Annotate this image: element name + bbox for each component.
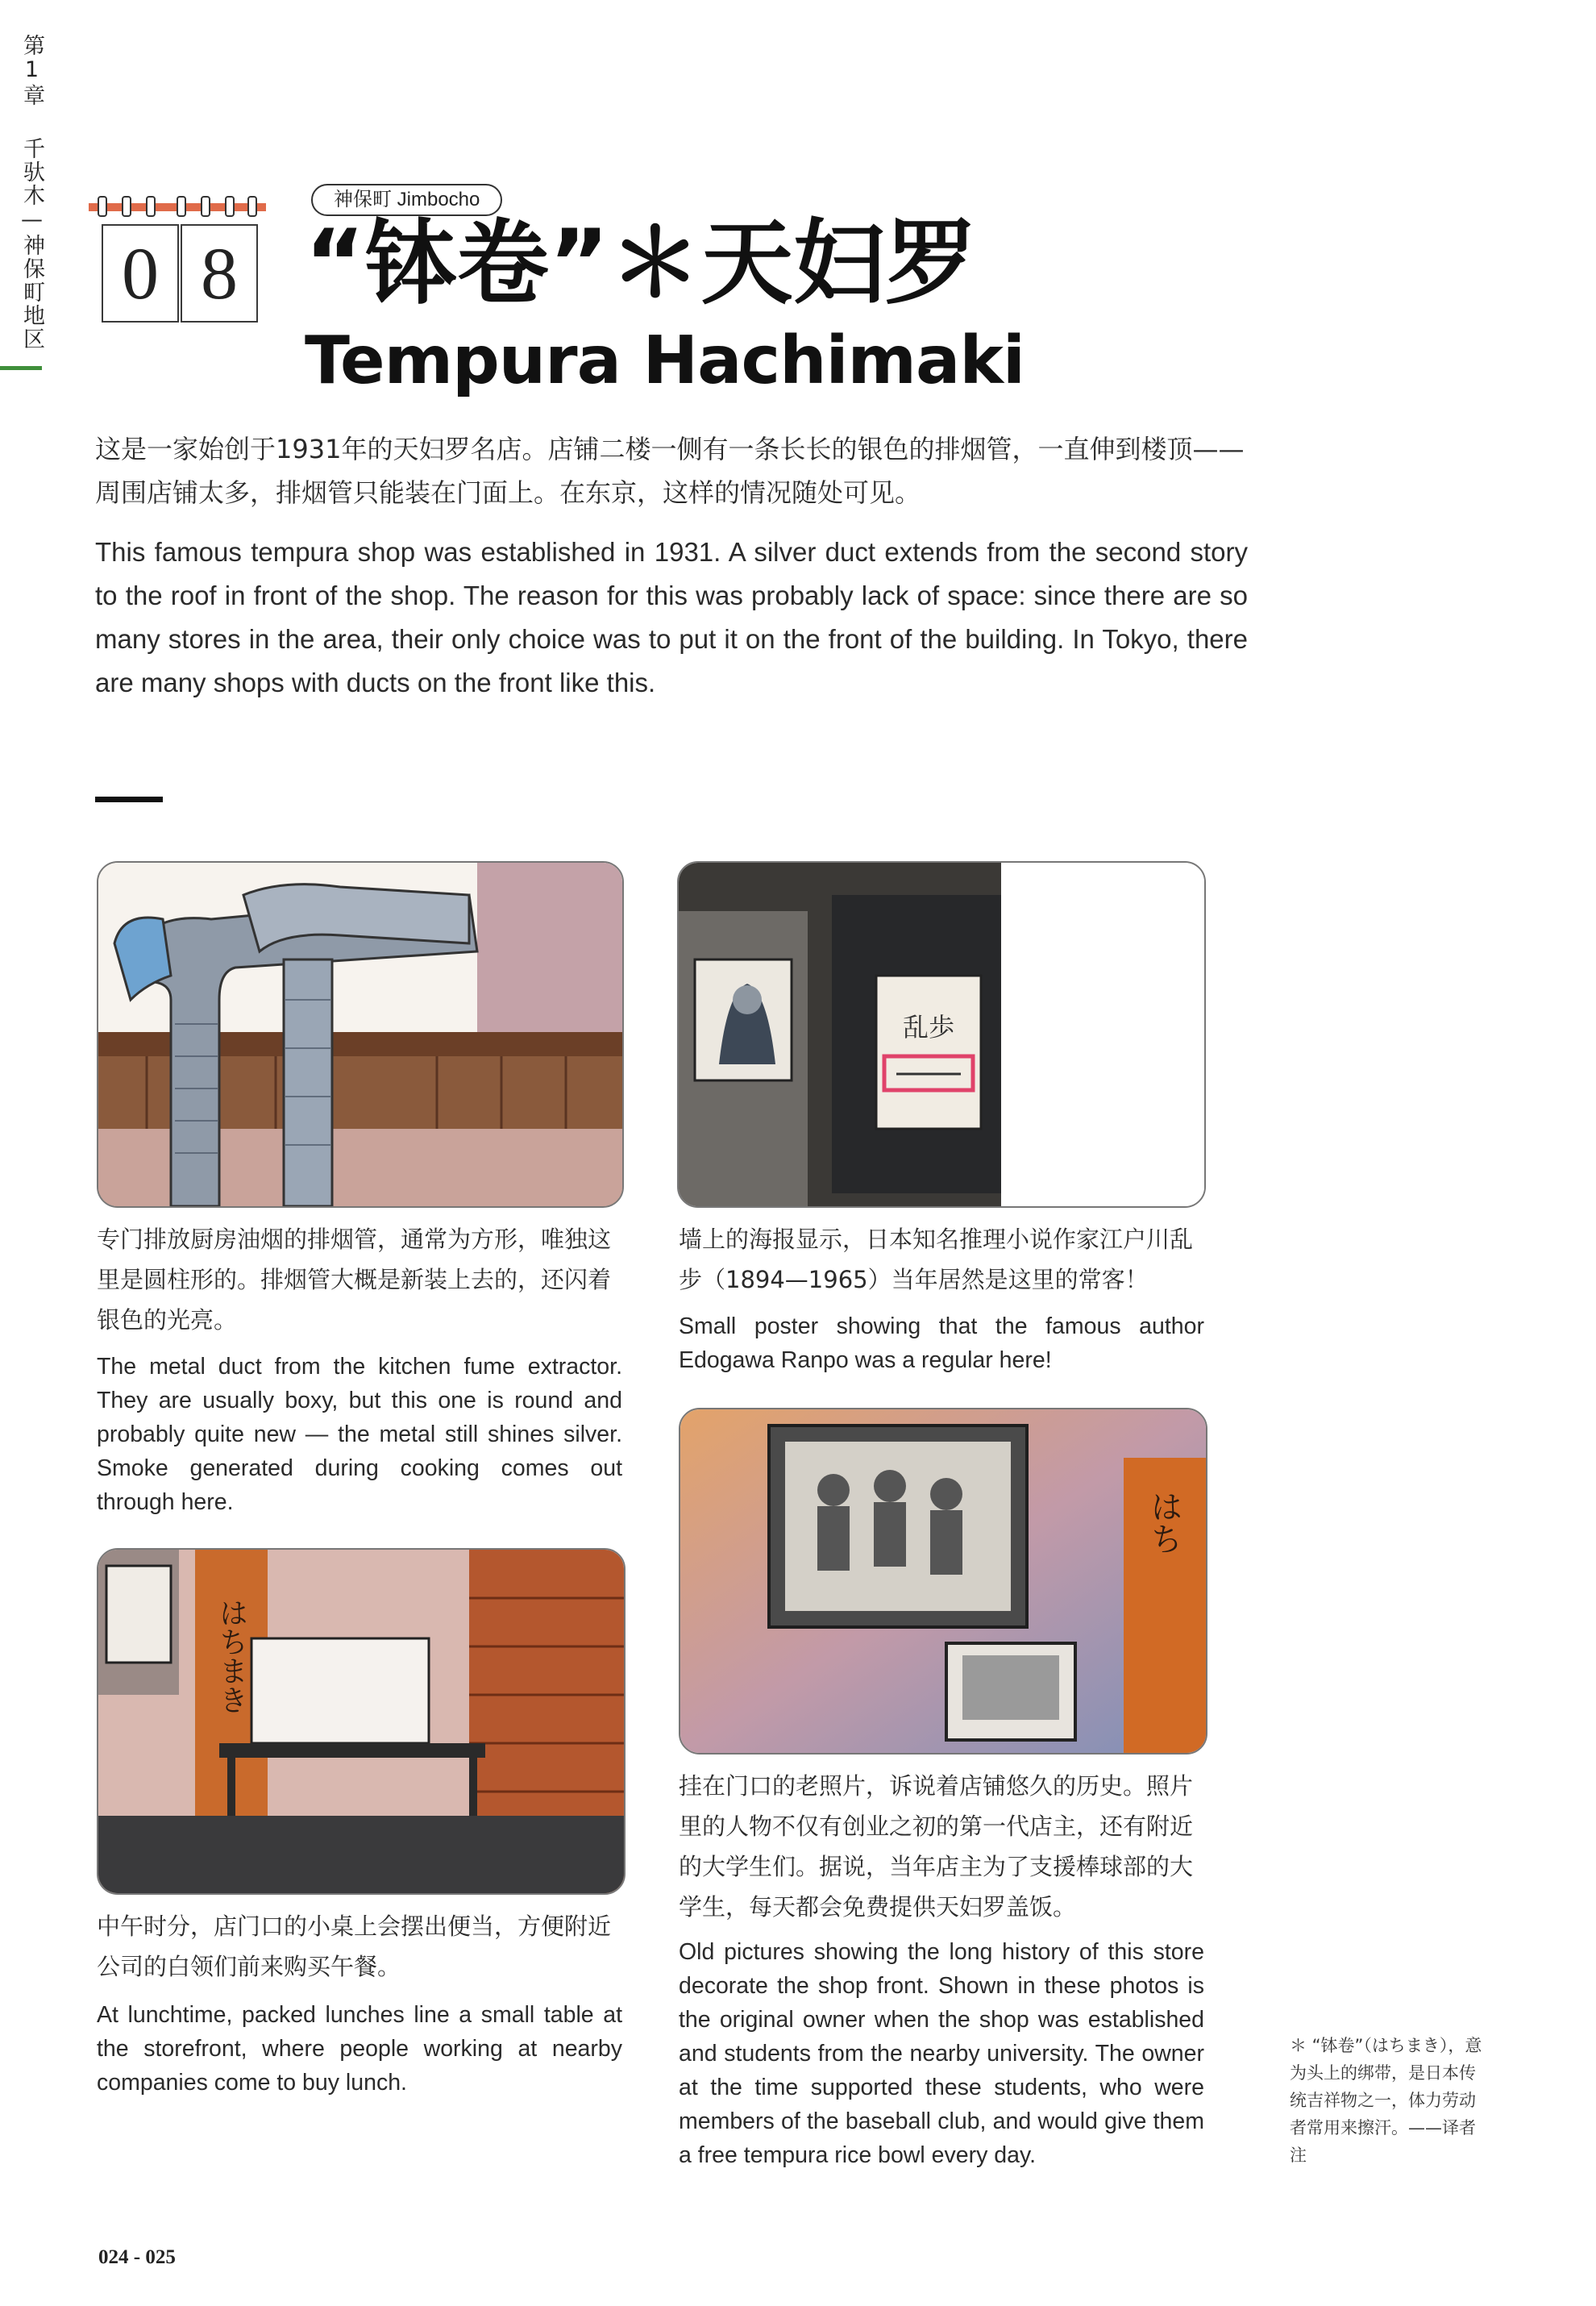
translator-footnote: ＊ “钵卷”（はちまき），意为头上的绑带，是日本传统吉祥物之一，体力劳动者常用来擦汗。——译者注 [1290,2036,1482,2165]
caption-english-duct: The metal duct from the kitchen fume extractor. They are usually boxy, but this one is round and probably quite new — the metal still shines silver. Smoke generated during cooking comes out through here. [97,1354,622,1515]
location-tag: 神保町 Jimbocho [311,184,502,216]
number-digit-1: 0 [102,224,179,323]
number-digit-2: 8 [181,224,258,323]
caption-english-photos: Old pictures showing the long history of this store decorate the shop front. Shown in these photos is the original owner when the shop was established and students from the nearby university. The owner at the time supported these students, who were members of the baseball club, and would give them a free tempura rice bowl every day. [679,1939,1204,2168]
illustration-lunch-table [97,1548,626,1895]
intro-english: This famous tempura shop was established in 1931. A silver duct extends from the second story to the roof in front of the shop. The reason for this was probably lack of space: since there are so many stores in the area, their only choice was to put it on the front of the building. In Tokyo, there are many shops with ducts on the front like this. [95,537,1248,697]
intro-chinese: 这是一家始创于1931年的天妇罗名店。店铺二楼一侧有一条长长的银色的排烟管，一直伸到楼顶——周围店铺太多，排烟管只能装在门面上。在东京，这样的情况随处可见。 [95,434,1245,508]
title-chinese: “钵卷”＊天妇罗 [305,210,977,317]
poster-text: 乱歩 [902,1012,955,1043]
lantern-text-1: はちまき [214,1598,248,1714]
illustration-metal-duct [97,861,624,1208]
chapter-label: 第1章 [19,34,44,107]
caption-chinese-photos: 挂在门口的老照片，诉说着店铺悠久的历史。照片里的人物不仅有创业之初的第一代店主，还有附近的大学生们。据说，当年店主为了支援棒球部的大学生，每天都会免费提供天妇罗盖饭。 [679,1772,1194,1921]
chapter-accent-bar [0,366,42,370]
lantern-text-2: はち [1145,1490,1182,1555]
illustration-author-poster [677,861,1206,1208]
caption-chinese-poster: 墙上的海报显示，日本知名推理小说作家江户川乱步（1894—1965）当年居然是这里的常客！ [679,1226,1194,1293]
caption-english-lunch: At lunchtime, packed lunches line a small table at the storefront, where people working at nearby companies come to buy lunch. [97,2002,622,2096]
title-english: Tempura Hachimaki [305,323,1025,399]
chapter-area-label: 千驮木—神保町地区 [19,137,44,351]
caption-english-poster: Small poster showing that the famous author Edogawa Ranpo was a regular here! [679,1313,1204,1373]
caption-chinese-lunch: 中午时分，店门口的小桌上会摆出便当，方便附近公司的白领们前来购买午餐。 [97,1913,612,1980]
entry-number-badge [89,189,266,326]
illustration-old-photos [679,1408,1207,1754]
section-divider [95,797,163,802]
page-number: 024 - 025 [98,2246,176,2268]
caption-chinese-duct: 专门排放厨房油烟的排烟管，通常为方形，唯独这里是圆柱形的。排烟管大概是新装上去的，还闪着银色的光亮。 [97,1226,612,1334]
calendar-rings-icon [89,195,266,219]
